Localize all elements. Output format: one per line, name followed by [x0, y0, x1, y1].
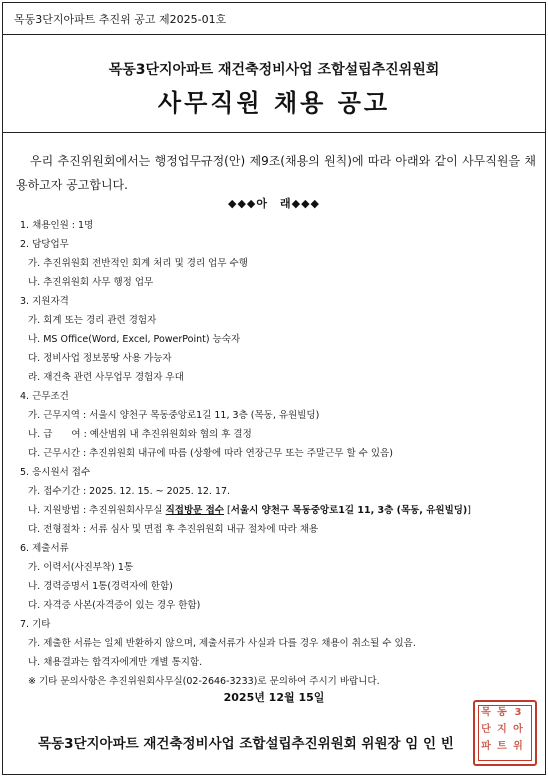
item-qualifications-heading: 3. 지원자격 [20, 296, 69, 307]
method-prefix: 나. 지원방법 : 추진위원회사무실 [28, 505, 166, 516]
item-documents-heading: 6. 제출서류 [20, 543, 69, 554]
seal-char: 목 [481, 707, 491, 719]
title-divider [2, 132, 546, 133]
item-headcount: 1. 채용인원 : 1명 [20, 220, 94, 231]
notice-date: 2025년 12월 15일 [223, 691, 325, 704]
item-misc-return: 가. 제출한 서류는 일체 반환하지 않으며, 제출서류가 사실과 다를 경우 채용이 취소될 수 있음. [28, 638, 416, 649]
item-doc-career: 나. 경력증명서 1통(경력자에 한함) [28, 581, 173, 592]
seal-characters [478, 705, 526, 755]
item-doc-resume: 가. 이력서(사진부착) 1통 [28, 562, 134, 573]
item-application-method [20, 501, 540, 520]
method-address: 서울시 양천구 목동중앙로1길 11, 3층 (목동, 유원빌딩) [230, 505, 468, 516]
item-duty-admin: 나. 추진위원회 사무 행정 업무 [28, 277, 154, 288]
item-selection-process: 다. 전형절차 : 서류 심사 및 면접 후 추진위원회 내규 절차에 따라 채용 [28, 524, 319, 535]
official-seal [473, 700, 537, 766]
method-bracket-open: [ [223, 505, 231, 516]
method-bracket-close: ] [467, 505, 471, 516]
seal-char: 동 [497, 707, 507, 719]
item-misc-contact: ※ 기타 문의사항은 추진위원회사무실(02-2646-3233)로 문의하여 주시기 바랍니다. [28, 676, 380, 687]
item-duties-heading: 2. 담당업무 [20, 239, 69, 250]
item-work-hours: 다. 근무시간 : 추진위원회 내규에 따름 (상황에 따라 연장근무 또는 주말근무 할 수 있음) [28, 448, 393, 459]
item-application-period: 가. 접수기간 : 2025. 12. 15. ~ 2025. 12. 17. [28, 486, 231, 497]
item-doc-license: 다. 자격증 사본(자격증이 있는 경우 한함) [28, 600, 201, 611]
section-marker: ◆◆◆아 래◆◆◆ [227, 197, 320, 210]
item-qual-preferred: 라. 재건축 관련 사무업무 경험자 우대 [28, 372, 184, 383]
intro-paragraph: 우리 추진위원회에서는 행정업무규정(안) 제9조(채용의 원칙)에 따라 아래와 같이 사무직원을 채용하고자 공고합니다. [16, 154, 536, 192]
notice-number: 목동3단지아파트 추진위 공고 제2025-01호 [14, 13, 227, 26]
item-qual-system: 다. 정비사업 정보몽땅 사용 가능자 [28, 353, 172, 364]
item-work-location: 가. 근무지역 : 서울시 양천구 목동중앙로1길 11, 3층 (목동, 유원빌딩) [28, 410, 320, 421]
page-title: 사무직원 채용 공고 [157, 89, 391, 117]
seal-char: 위 [513, 740, 523, 752]
seal-char: 아 [513, 723, 523, 735]
seal-char: 3 [514, 707, 522, 719]
method-direct-visit: 직접방문 접수 [165, 505, 224, 516]
item-conditions-heading: 4. 근무조건 [20, 391, 69, 402]
item-salary: 나. 급 여 : 예산범위 내 추진위원회와 협의 후 결정 [28, 429, 252, 440]
item-application-heading: 5. 응시원서 접수 [20, 467, 91, 478]
item-duty-accounting: 가. 추진위원회 전반적인 회계 처리 및 경리 업무 수행 [28, 258, 248, 269]
seal-char: 지 [497, 723, 507, 735]
notice-items [20, 216, 540, 691]
item-misc-notify: 나. 채용결과는 합격자에게만 개별 통지함. [28, 657, 203, 668]
item-misc-heading: 7. 기타 [20, 619, 51, 630]
seal-char: 파 [481, 740, 491, 752]
notice-header [2, 2, 546, 35]
item-qual-accounting: 가. 회계 또는 경리 관련 경험자 [28, 315, 157, 326]
seal-char: 트 [497, 740, 507, 752]
signature-line: 목동3단지아파트 재건축정비사업 조합설립추진위원회 위원장 임 인 빈 [38, 736, 454, 752]
item-qual-msoffice: 나. MS Office(Word, Excel, PowerPoint) 능숙자 [28, 334, 241, 345]
organization-name: 목동3단지아파트 재건축정비사업 조합설립추진위원회 [108, 62, 440, 78]
seal-char: 단 [481, 723, 491, 735]
